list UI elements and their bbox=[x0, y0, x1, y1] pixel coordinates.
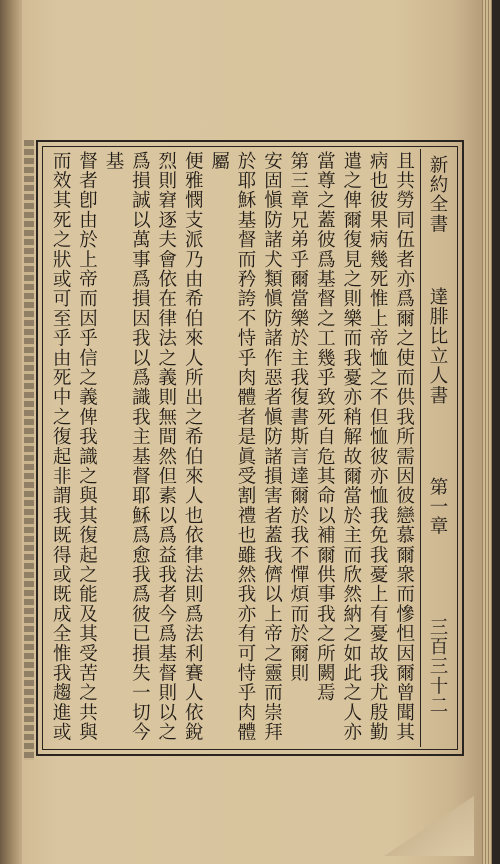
column-text: 安固愼防諸犬類愼防諸作惡者愼防諸損害者蓋我儕以上帝之靈而崇拜 bbox=[261, 151, 283, 742]
column-text: 烈則窘逐夫會依在律法之義則無間然但素以爲益我者今爲基督則以之 bbox=[155, 151, 177, 742]
running-header bbox=[420, 149, 455, 747]
page-edges bbox=[482, 0, 492, 864]
previous-page-edge bbox=[24, 140, 34, 760]
text-column bbox=[364, 151, 390, 745]
column-text: 便雅憫支派乃由希伯來人所出之希伯來人也依律法則爲法利賽人依銳 bbox=[182, 151, 204, 742]
text-column bbox=[258, 151, 284, 745]
column-text: 且共勞同伍者亦爲爾之使而供我所需因彼戀慕爾衆而慘怛因爾曾聞其 bbox=[393, 151, 415, 742]
column-text: 基 bbox=[102, 151, 124, 171]
text-column bbox=[311, 151, 337, 745]
text-column bbox=[232, 151, 258, 745]
column-text: 遣之俾爾復見之則樂而我憂亦稍解故爾當於主而欣然納之如此之人亦 bbox=[340, 151, 362, 742]
text-column bbox=[206, 151, 232, 745]
book-spine bbox=[0, 0, 22, 864]
column-text: 爲損誠以萬事爲損因我以爲識我主基督耶穌爲愈我爲彼已損失一切今 bbox=[129, 151, 151, 742]
text-column bbox=[391, 151, 417, 745]
column-text: 督者卽由於上帝而因乎信之義俾我識之與其復起之能及其受苦之共與 bbox=[76, 151, 98, 742]
text-column bbox=[47, 151, 73, 745]
column-text: 病也彼果病幾死惟上帝恤之不但恤彼亦恤我免我憂上有憂故我尤殷勤 bbox=[367, 151, 389, 742]
chapter-label: 第一章 bbox=[427, 477, 448, 537]
column-text: 第三章兄弟乎爾當樂於主我復書斯言達爾於我不憚煩而於爾則 bbox=[287, 151, 309, 683]
column-text: 於耶穌基督而矜誇不恃乎肉體者是眞受割禮也雖然我亦有可恃乎肉體 bbox=[235, 151, 257, 742]
text-column bbox=[285, 151, 311, 745]
column-text: 當尊之蓋彼爲基督之工幾乎致死自危其命以補爾供事我之所闕焉 bbox=[314, 151, 336, 703]
page-number: 三百三十二 bbox=[427, 617, 448, 716]
text-column bbox=[74, 151, 100, 745]
book-title: 新約全書 bbox=[427, 155, 448, 234]
folded-corner bbox=[384, 796, 474, 856]
text-column bbox=[179, 151, 205, 745]
text-column bbox=[100, 151, 126, 745]
text-column bbox=[126, 151, 152, 745]
text-column bbox=[153, 151, 179, 745]
text-column bbox=[338, 151, 364, 745]
column-text: 而效其死之狀或可至乎由死中之復起非謂我既得或既成全惟我趨進或 bbox=[50, 151, 72, 742]
epistle-title: 達腓比立人書 bbox=[427, 287, 448, 406]
text-frame bbox=[36, 140, 464, 756]
text-frame-inner bbox=[42, 146, 458, 750]
column-text: 屬 bbox=[208, 151, 230, 171]
body-text bbox=[47, 151, 417, 745]
